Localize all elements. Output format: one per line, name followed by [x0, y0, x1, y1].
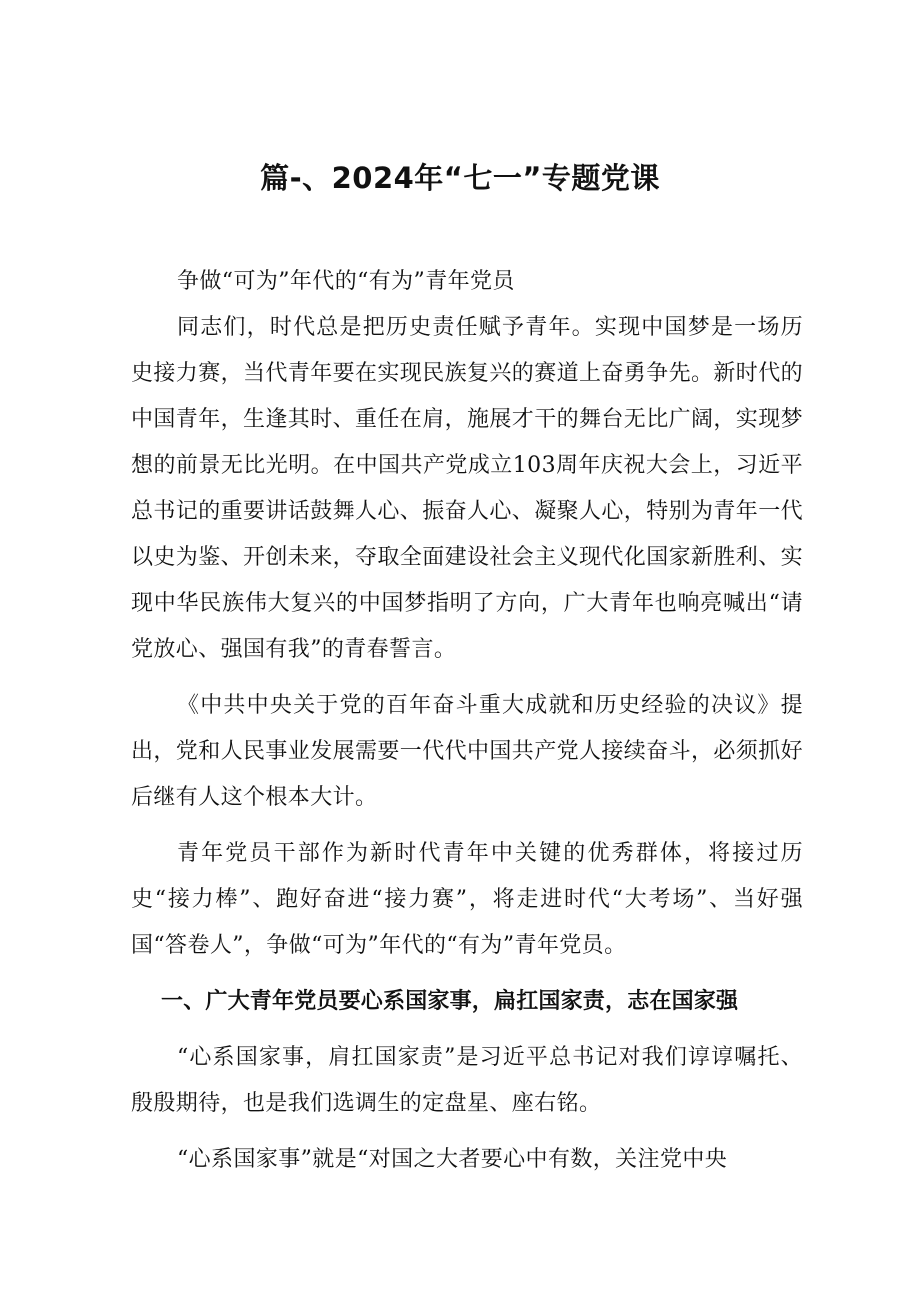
paragraph-3: 青年党员干部作为新时代青年中关键的优秀群体，将接过历史“接力棒”、跑好奋进“接力赛”，将走进时代“大考场”、当好强国“答卷人”，争做“可为”年代的“有为”青年党员。	[131, 841, 803, 958]
document-subtitle: 争做“可为”年代的“有为”青年党员	[177, 269, 515, 294]
paragraph-4: “心系国家事，肩扛国家责”是习近平总书记对我们谆谆嘱托、殷殷期待，也是我们选调生的定盘星、座右铭。	[131, 1045, 803, 1116]
section-heading-1: 一、广大青年党员要心系国家事，扁扛国家责，志在国家强	[161, 989, 739, 1014]
document-body	[131, 259, 803, 1183]
paragraph-2: 《中共中央关于党的百年奋斗重大成就和历史经验的决议》提出，党和人民事业发展需要一代代中国共产党人接续奋斗，必须抓好后继有人这个根本大计。	[131, 693, 804, 810]
paragraph-5: “心系国家事”就是“对国之大者要心中有数，关注党中央	[177, 1147, 728, 1172]
paragraph-1: 同志们，时代总是把历史责任赋予青年。实现中国梦是一场历史接力赛，当代青年要在实现民族复兴的赛道上奋勇争先。新时代的中国青年，生逢其时、重任在肩，施展才干的舞台无比广阔，实现梦想的前景无比光明。在中国共产党成立103周年庆祝大会上，习近平总书记的重要讲话鼓舞人心、振奋人心、凝聚人心，特别为青年一代以史为鉴、开创未来，夺取全面建设社会主义现代化国家新胜利、实现中华民族伟大复兴的中国梦指明了方向，广大青年也响亮喊出“请党放心、强国有我”的青春誓言。	[131, 315, 804, 662]
document-title: 篇-、2024年“七一”专题党课	[260, 161, 660, 195]
